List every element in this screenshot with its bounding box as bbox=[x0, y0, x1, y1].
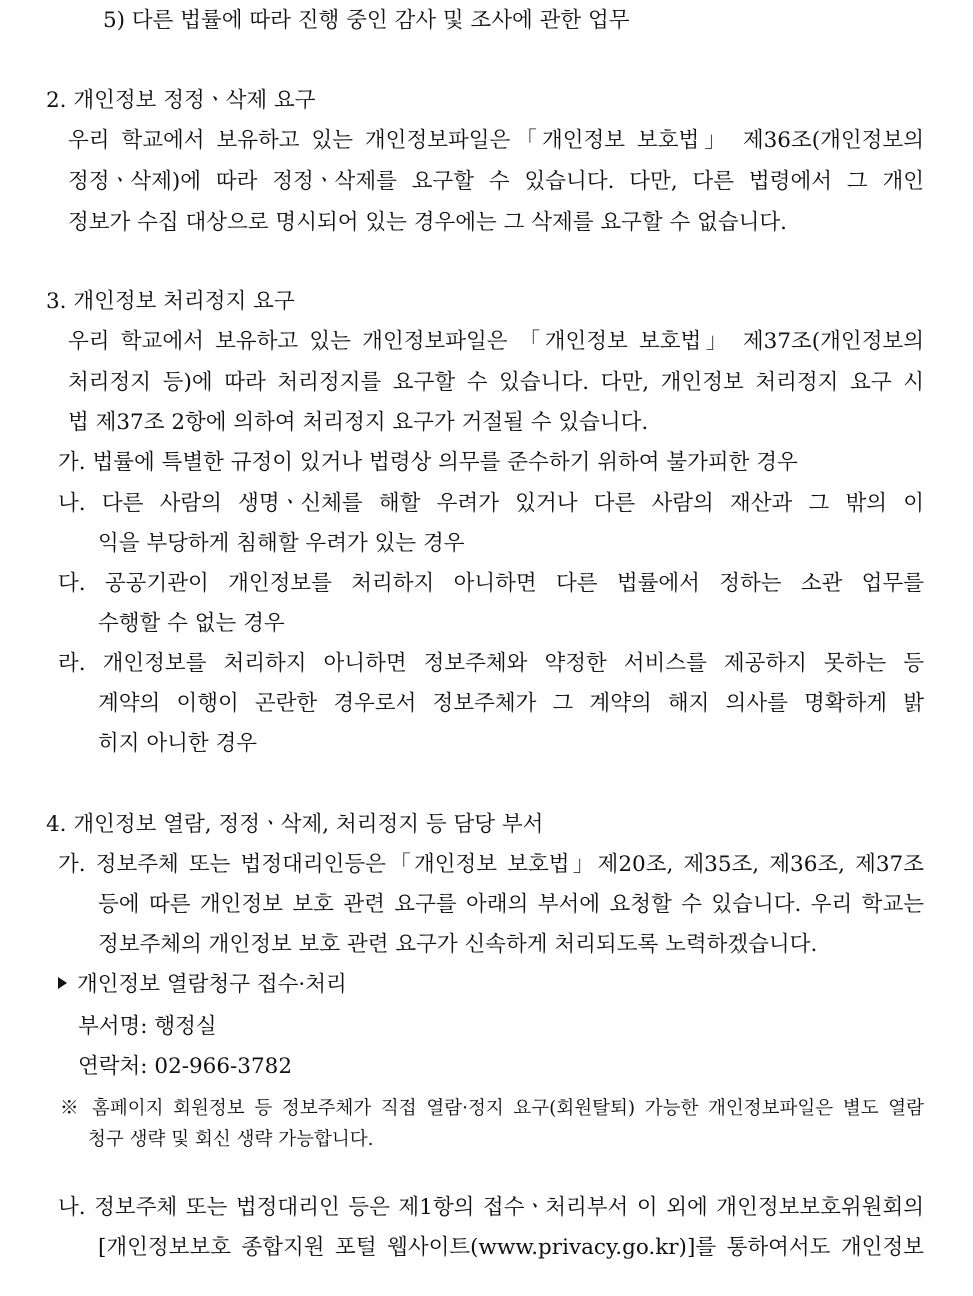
section2-heading: 2. 개인정보 정정ㆍ삭제 요구 bbox=[46, 88, 316, 113]
section2-paragraph-line2: 정정ㆍ삭제)에 따라 정정ㆍ삭제를 요구할 수 있습니다. 다만, 다른 법령에서 그 개인 bbox=[68, 169, 924, 194]
section4-heading: 4. 개인정보 열람, 정정ㆍ삭제, 처리정지 등 담당 부서 bbox=[46, 812, 544, 837]
section4-item-ga-line1: 가. 정보주체 또는 법정대리인등은「개인정보 보호법」제20조, 제35조, 제36조, 제37조 bbox=[58, 852, 924, 877]
section3-paragraph-line3: 법 제37조 2항에 의하여 처리정지 요구가 거절될 수 있습니다. bbox=[68, 410, 649, 435]
section3-heading: 3. 개인정보 처리정지 요구 bbox=[46, 289, 295, 314]
section3-item-na-line1: 나. 다른 사람의 생명ㆍ신체를 해할 우려가 있거나 다른 사람의 재산과 그 밖의 이 bbox=[58, 491, 924, 516]
section3-item-na-line2: 익을 부당하게 침해할 우려가 있는 경우 bbox=[98, 531, 465, 556]
section4-item-ga-line3: 정보주체의 개인정보 보호 관련 요구가 신속하게 처리되도록 노력하겠습니다. bbox=[98, 932, 818, 957]
section3-item-ra-line1: 라. 개인정보를 처리하지 아니하면 정보주체와 약정한 서비스를 제공하지 못하는 등 bbox=[58, 651, 924, 676]
section4-bullet-text: 개인정보 열람청구 접수·처리 bbox=[77, 972, 347, 997]
section3-item-da-line2: 수행할 수 없는 경우 bbox=[98, 611, 285, 636]
contact-number: 연락처: 02-966-3782 bbox=[78, 1054, 293, 1079]
section2-paragraph-line1: 우리 학교에서 보유하고 있는 개인정보파일은「개인정보 보호법」 제36조(개인정보의 bbox=[68, 128, 924, 153]
department-name: 부서명: 행정실 bbox=[78, 1014, 217, 1039]
note-line2: 청구 생략 및 회신 생략 가능합니다. bbox=[88, 1129, 374, 1150]
section3-item-ra-line2: 계약의 이행이 곤란한 경우로서 정보주체가 그 계약의 해지 의사를 명확하게 밝 bbox=[98, 691, 924, 716]
section3-item-da-line1: 다. 공공기관이 개인정보를 처리하지 아니하면 다른 법률에서 정하는 소관 업무를 bbox=[58, 571, 924, 596]
section4-item-ga-line2: 등에 따른 개인정보 보호 관련 요구를 아래의 부서에 요청할 수 있습니다. 우리 학교는 bbox=[98, 892, 924, 917]
section3-paragraph-line2: 처리정지 등)에 따라 처리정지를 요구할 수 있습니다. 다만, 개인정보 처리정지 요구 시 bbox=[68, 370, 924, 395]
section3-item-ga: 가. 법률에 특별한 규정이 있거나 법령상 의무를 준수하기 위하여 불가피한 경우 bbox=[58, 450, 798, 475]
section2-paragraph-line3: 정보가 수집 대상으로 명시되어 있는 경우에는 그 삭제를 요구할 수 없습니다. bbox=[68, 210, 788, 235]
section4-item-na-line1: 나. 정보주체 또는 법정대리인 등은 제1항의 접수ㆍ처리부서 이 외에 개인정보보호위원회의 bbox=[58, 1195, 924, 1220]
section1-item5: 5) 다른 법률에 따라 진행 중인 감사 및 조사에 관한 업무 bbox=[103, 8, 630, 33]
note-line1: ※ 홈페이지 회원정보 등 정보주체가 직접 열람·정지 요구(회원탈퇴) 가능한 개인정보파일은 별도 열람 bbox=[60, 1098, 924, 1119]
section4-bullet bbox=[58, 970, 347, 1000]
section3-paragraph-line1: 우리 학교에서 보유하고 있는 개인정보파일은 「개인정보 보호법」 제37조(개인정보의 bbox=[68, 329, 924, 354]
section4-item-na-line2: [개인정보보호 종합지원 포털 웹사이트(www.privacy.go.kr)]를 통하여서도 개인정보 bbox=[98, 1235, 924, 1260]
section3-item-ra-line3: 히지 아니한 경우 bbox=[98, 731, 258, 756]
triangle-bullet-icon bbox=[58, 977, 67, 989]
